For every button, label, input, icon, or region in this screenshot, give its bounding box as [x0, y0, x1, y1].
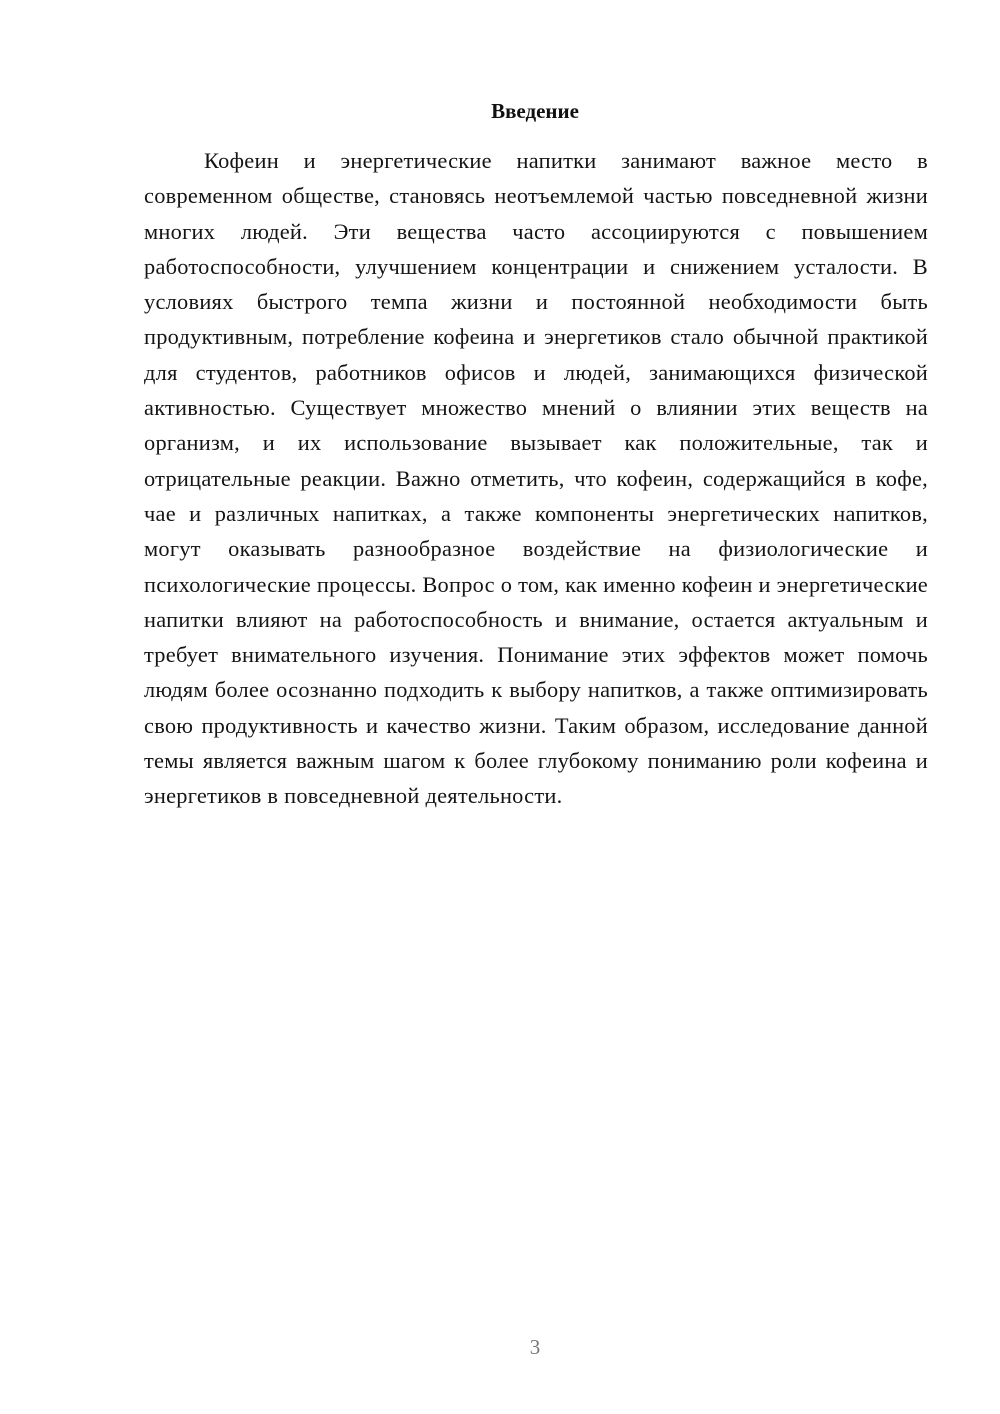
intro-paragraph: Кофеин и энергетические напитки занимают важное место в современном обществе, становясь неотъемлемой частью повседневной жизни многих людей. Эти вещества часто ассоциируются с повышением работоспособности, улучшением концентрации и снижением усталости. В условиях быстрого темпа жизни и постоянной необходимости быть продуктивным, потребление кофеина и энергетиков стало обычной практикой для студентов, работников офисов и людей, занимающихся физической активностью. Существует множество мнений о влиянии этих веществ на организм, и их использование вызывает как положительные, так и отрицательные реакции. Важно отметить, что кофеин, содержащийся в кофе, чае и различных напитках, а также компоненты энергетических напитков, могут оказывать разнообразное воздействие на физиологические и психологические процессы. Вопрос о том, как именно кофеин и энергетические напитки влияют на работоспособность и внимание, остается актуальным и требует внимательного изучения. Понимание этих эффектов может помочь людям более осознанно подходить к выбору напитков, а также оптимизировать свою продуктивность и качество жизни. Таким образом, исследование данной темы является важным шагом к более глубокому пониманию роли кофеина и энергетиков в повседневной деятельности. [144, 148, 928, 809]
page-number: 3 [529, 1335, 541, 1359]
section-heading: Введение [491, 99, 579, 123]
